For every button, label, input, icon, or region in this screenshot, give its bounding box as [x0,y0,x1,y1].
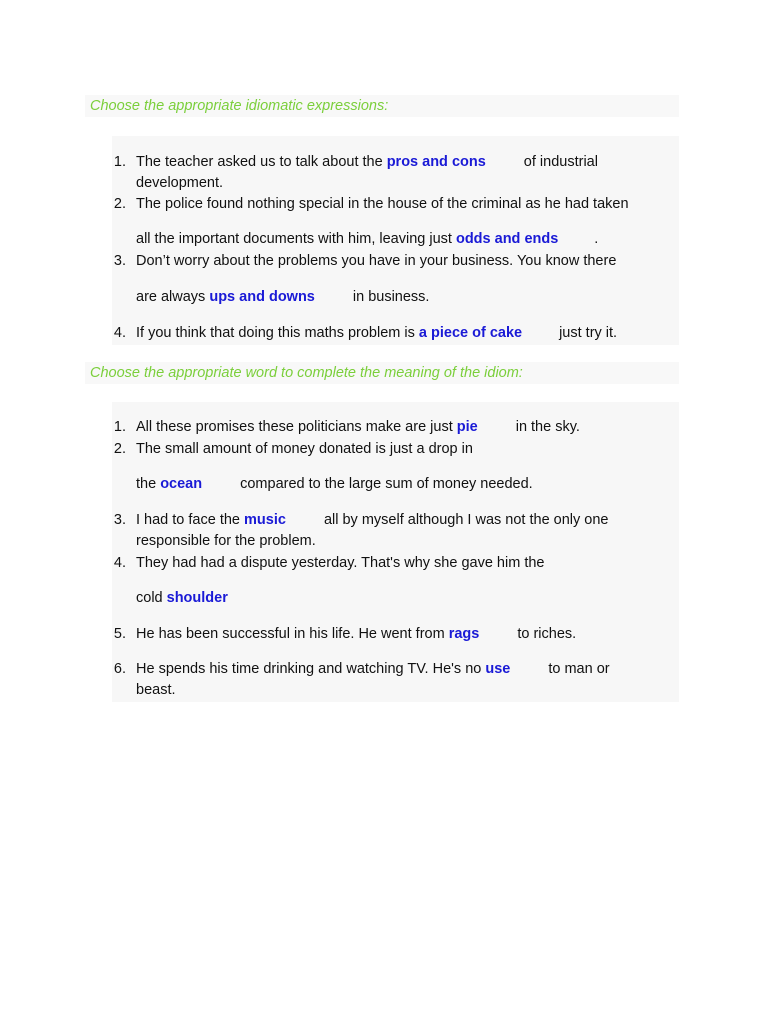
item-text: compared to the large sum of money needed. [240,476,533,492]
item-text: beast. [136,682,176,698]
item-text: to man or [548,661,610,677]
item-text: . [594,231,599,247]
answer: pie [456,419,478,435]
item-text: If you think that doing this maths problem is [136,325,419,341]
item-text: to riches. [517,626,577,642]
item-text: in business. [352,289,430,305]
answer: ups and downs [209,289,315,305]
item-number: 4. [113,325,126,341]
item-number: 1. [113,419,126,435]
item-text: He spends his time drinking and watching TV. He's no [136,661,486,677]
answer: a piece of cake [418,325,523,341]
item-number: 4. [113,555,126,571]
item-number: 3. [113,512,126,528]
item-text: The teacher asked us to talk about the [136,154,387,170]
item-text: All these promises these politicians make are just [136,419,457,435]
answer: music [244,512,286,528]
item-text: The police found nothing special in the house of the criminal as he had taken [136,196,629,212]
section2-heading: Choose the appropriate word to complete the meaning of the idiom: [85,362,679,384]
answer: use [485,661,511,677]
section1-heading: Choose the appropriate idiomatic expressions: [85,95,679,117]
section1-panel [112,136,679,345]
item-number: 6. [113,661,126,677]
answer: rags [448,626,480,642]
answer: ocean [160,476,203,492]
item-text: of industrial [523,154,598,170]
item-text: are always [136,289,210,305]
item-number: 2. [113,441,126,457]
item-text: cold [136,590,167,606]
item-text: just try it. [559,325,618,341]
item-number: 3. [113,253,126,269]
item-number: 1. [113,154,126,170]
item-text: all by myself although I was not the only one [323,512,609,528]
item-number: 5. [113,626,126,642]
item-number: 2. [113,196,126,212]
item-text: development. [136,175,224,191]
item-text: responsible for the problem. [136,533,316,549]
answer: pros and cons [386,154,486,170]
item-text: I had to face the [136,512,245,528]
item-text: They had had a dispute yesterday. That's why she gave him the [136,555,545,571]
item-text: all the important documents with him, leaving just [136,231,456,247]
item-text: the [136,476,161,492]
item-text: The small amount of money donated is just a drop in [136,441,473,457]
item-text: He has been successful in his life. He went from [136,626,449,642]
answer: shoulder [166,590,228,606]
answer: odds and ends [455,231,559,247]
section2-panel [112,402,679,702]
item-text: in the sky. [515,419,580,435]
item-text: Don’t worry about the problems you have in your business. You know there [136,253,617,269]
